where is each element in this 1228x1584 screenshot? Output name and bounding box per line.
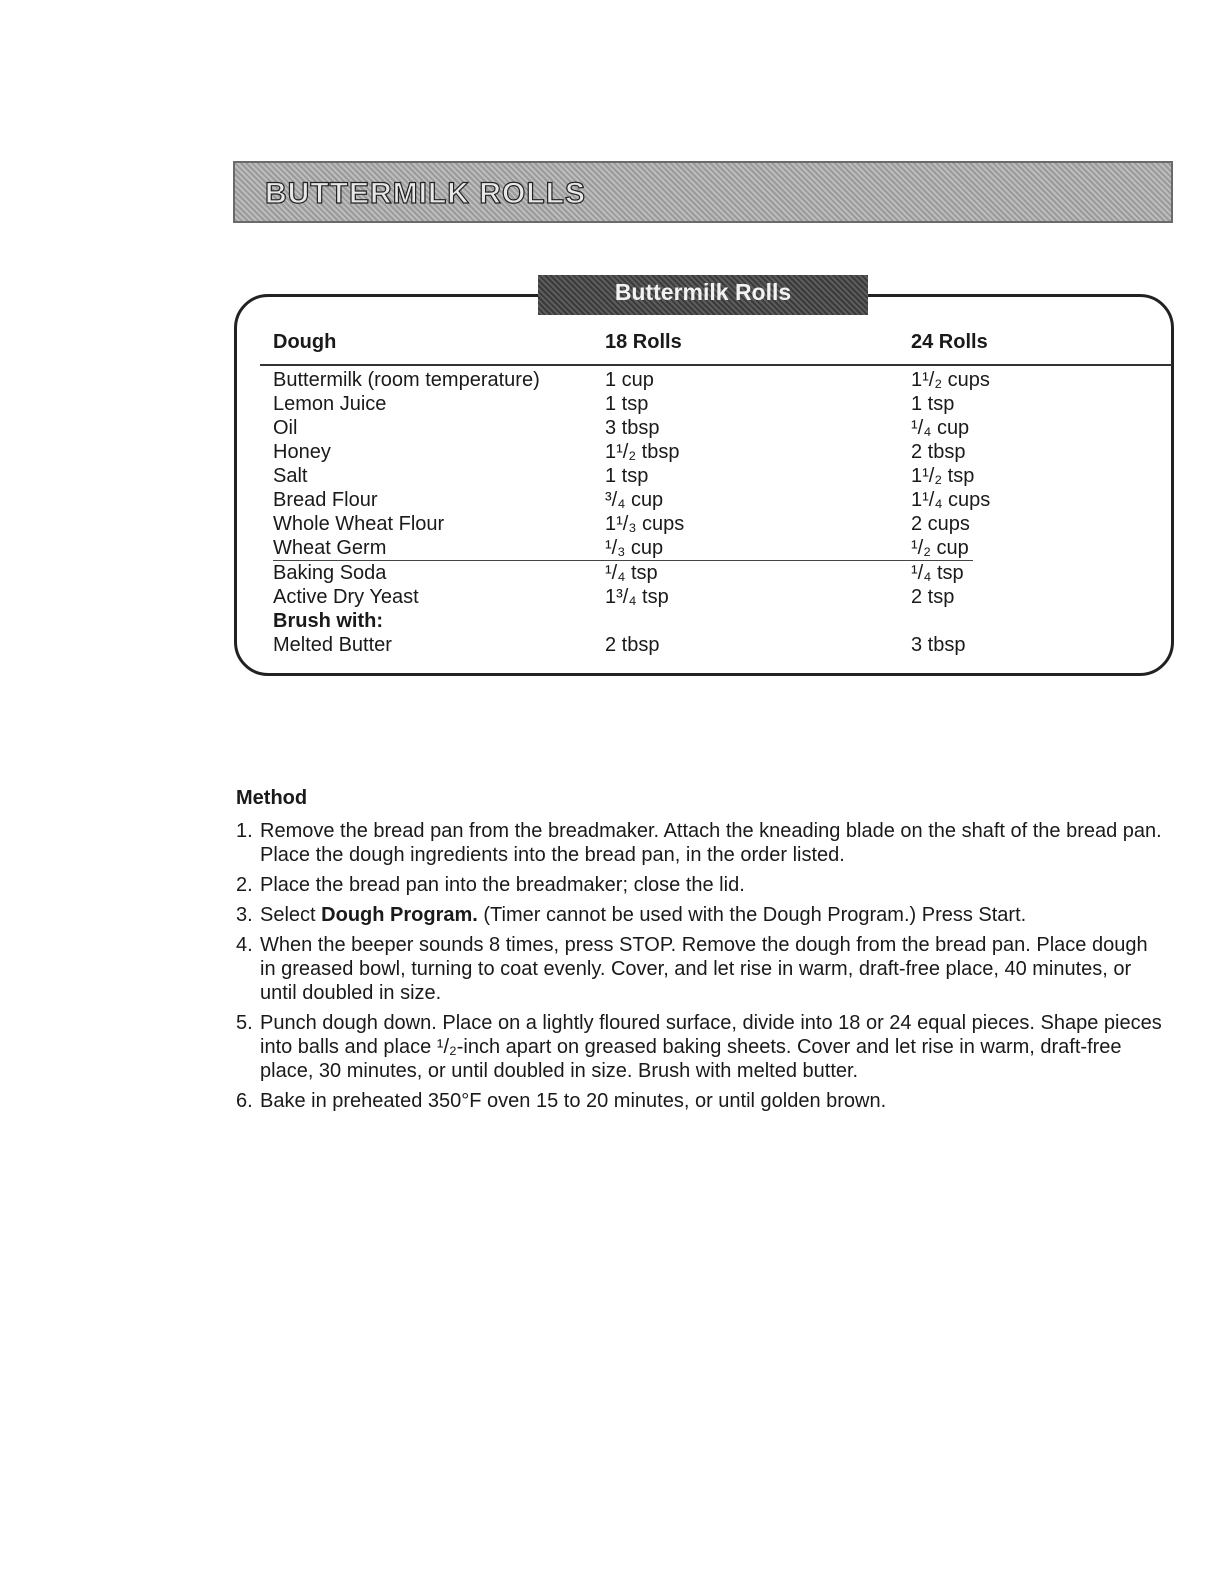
- page-banner: [233, 161, 1173, 223]
- table-row: [273, 440, 1173, 464]
- step-number: 5.: [236, 1012, 253, 1034]
- step-text: Remove the bread pan from the breadmaker. Attach the kneading blade on the shaft of the bread pan. Place the dough ingredients into the bread pan, in the order listed.: [260, 820, 1162, 866]
- recipe-table-tab: [538, 275, 868, 315]
- amount-24: ¹/₄ tsp: [911, 562, 964, 584]
- table-row: [273, 536, 973, 561]
- table-row: [273, 488, 1173, 512]
- ingredient-rows: [273, 368, 1173, 657]
- table-row: [273, 609, 1173, 633]
- step-text: Punch dough down. Place on a lightly floured surface, divide into 18 or 24 equal pieces. Shape pieces into balls and place ¹/₂-inch apart on greased baking sheets. Cover and let rise in warm, draft-free place, 30 minutes, or until doubled in size. Brush with melted butter.: [260, 1012, 1162, 1082]
- amount-24: 2 tsp: [911, 586, 955, 608]
- table-row: [273, 392, 1173, 416]
- amount-18: 1 cup: [605, 369, 654, 391]
- header-divider: [260, 364, 1172, 366]
- step-text: Bake in preheated 350°F oven 15 to 20 minutes, or until golden brown.: [260, 1090, 887, 1112]
- amount-18: 1 tsp: [605, 393, 649, 415]
- amount-18: ³/₄ cup: [605, 489, 664, 511]
- amount-18: 1³/₄ tsp: [605, 586, 669, 608]
- amount-18: 3 tbsp: [605, 417, 660, 439]
- amount-18: 2 tbsp: [605, 634, 660, 656]
- amount-18: ¹/₃ cup: [605, 537, 664, 559]
- amount-24: 3 tbsp: [911, 634, 966, 656]
- header-dough: Dough: [273, 331, 337, 353]
- table-row: [273, 561, 1173, 585]
- ingredient-name: Whole Wheat Flour: [273, 513, 445, 535]
- ingredient-name: Active Dry Yeast: [273, 586, 419, 608]
- method-step: [236, 933, 1166, 1005]
- amount-24: 1¹/₂ cups: [911, 369, 990, 391]
- amount-18: 1¹/₂ tbsp: [605, 441, 680, 463]
- amount-24: 1¹/₂ tsp: [911, 465, 975, 487]
- step-emphasis: Dough Program.: [321, 904, 478, 926]
- amount-18: 1 tsp: [605, 465, 649, 487]
- step-text: Place the bread pan into the breadmaker; close the lid.: [260, 874, 745, 896]
- step-text-tail: (Timer cannot be used with the Dough Program.) Press Start.: [477, 904, 1027, 926]
- amount-24: ¹/₂ cup: [911, 537, 969, 559]
- ingredient-name: Baking Soda: [273, 562, 387, 584]
- page-title: BUTTERMILK ROLLS: [265, 177, 586, 210]
- ingredient-name: Oil: [273, 417, 298, 439]
- step-number: 1.: [236, 820, 253, 842]
- step-number: 6.: [236, 1090, 253, 1112]
- table-header-row: [273, 331, 1173, 361]
- section-label: Brush with:: [273, 610, 383, 632]
- table-row: [273, 512, 1173, 536]
- amount-24: 1¹/₄ cups: [911, 489, 991, 511]
- step-number: 3.: [236, 904, 253, 926]
- method-step: [236, 1011, 1166, 1083]
- ingredient-name: Honey: [273, 441, 331, 463]
- amount-18: 1¹/₃ cups: [605, 513, 685, 535]
- amount-24: ¹/₄ cup: [911, 417, 970, 439]
- ingredient-name: Lemon Juice: [273, 393, 387, 415]
- amount-18: ¹/₄ tsp: [605, 562, 658, 584]
- method-heading: Method: [236, 787, 308, 809]
- step-text: When the beeper sounds 8 times, press STOP. Remove the dough from the bread pan. Place dough in greased bowl, turning to coat evenly. Cover, and let rise in warm, draft-free place, 40 minutes, or until doubled in size.: [260, 934, 1148, 1004]
- method-step: [236, 1089, 1166, 1113]
- ingredient-name: Buttermilk (room temperature): [273, 369, 540, 391]
- amount-24: 2 cups: [911, 513, 970, 535]
- header-24-rolls: 24 Rolls: [911, 331, 988, 353]
- ingredient-name: Melted Butter: [273, 634, 392, 656]
- method-step: [236, 819, 1166, 867]
- table-row: [273, 633, 1173, 657]
- step-text: Select: [260, 904, 322, 926]
- table-row: [273, 416, 1173, 440]
- method-step: [236, 873, 1166, 897]
- ingredient-name: Bread Flour: [273, 489, 378, 511]
- ingredient-name: Salt: [273, 465, 308, 487]
- method-step: [236, 903, 1166, 927]
- table-row: [273, 464, 1173, 488]
- method-steps: [236, 819, 1166, 1119]
- header-18-rolls: 18 Rolls: [605, 331, 682, 353]
- amount-24: 2 tbsp: [911, 441, 966, 463]
- table-row: [273, 368, 1173, 392]
- amount-24: 1 tsp: [911, 393, 955, 415]
- step-number: 2.: [236, 874, 253, 896]
- recipe-table-title: Buttermilk Rolls: [614, 279, 792, 305]
- table-row: [273, 585, 1173, 609]
- step-number: 4.: [236, 934, 253, 956]
- ingredient-name: Wheat Germ: [273, 537, 387, 559]
